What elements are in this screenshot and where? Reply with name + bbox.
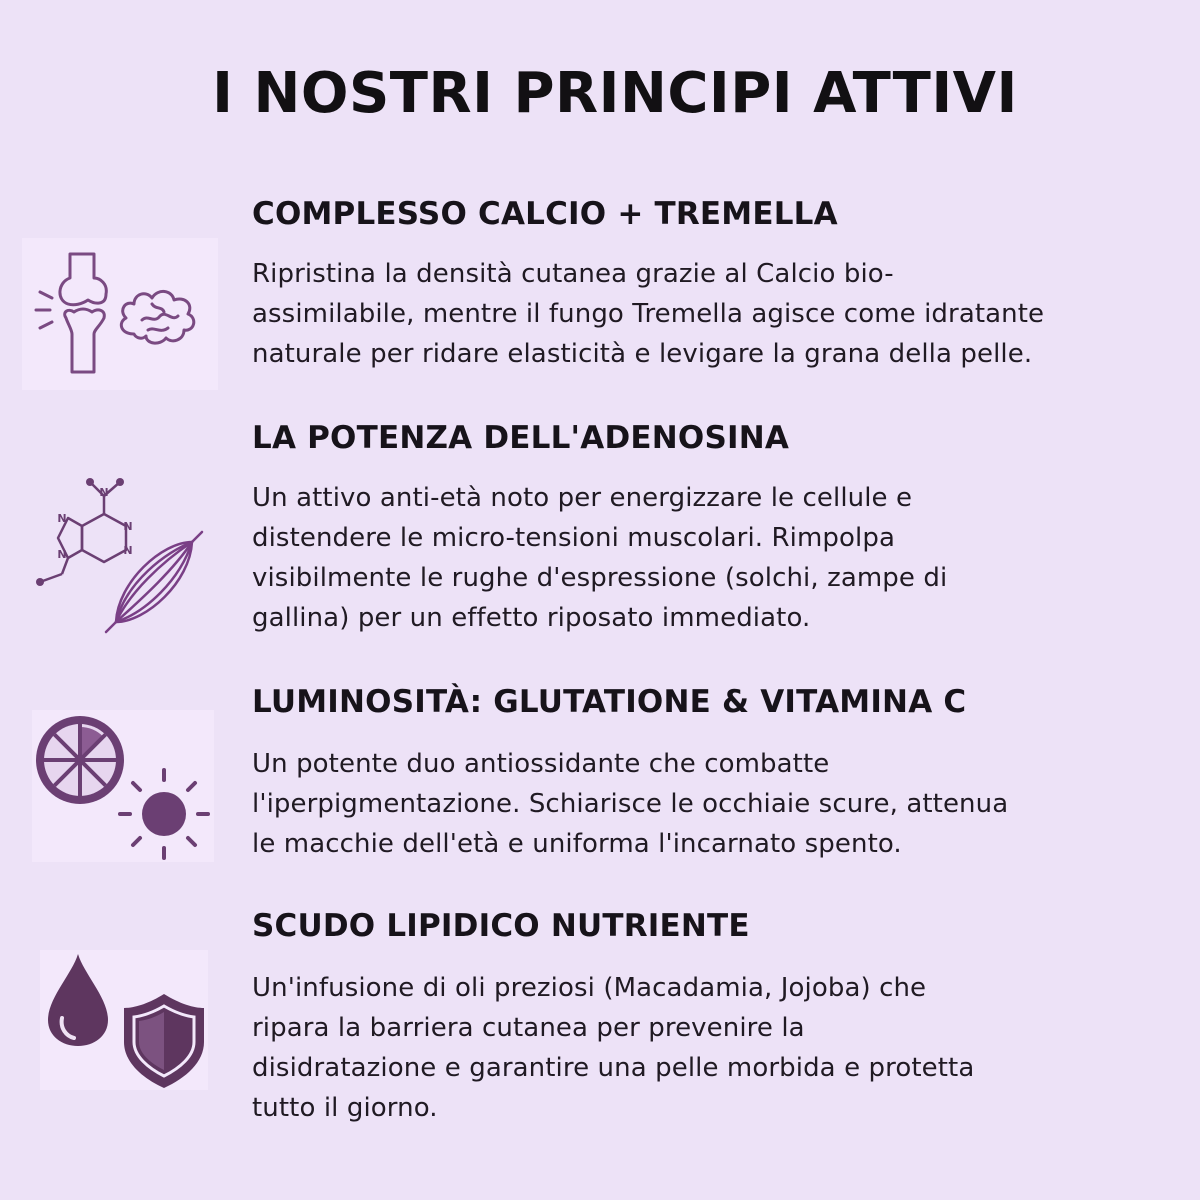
icon-panel	[32, 710, 214, 862]
description-line: tutto il giorno.	[252, 1093, 438, 1123]
description-line: assimilabile, mentre il fungo Tremella agisce come idratante	[252, 299, 1045, 329]
citrus-slice-icon	[36, 716, 124, 804]
molecule-label: N	[123, 520, 133, 533]
molecule-atoms	[36, 478, 124, 586]
sun-icon	[120, 770, 208, 858]
icon-panel	[40, 950, 208, 1090]
calcium-tremella-illustration	[22, 238, 218, 390]
tremella-mushroom-icon	[121, 291, 193, 343]
adenosine-illustration	[22, 462, 218, 638]
section-heading: COMPLESSO CALCIO + TREMELLA	[252, 196, 838, 232]
section-description	[252, 968, 1172, 1128]
description-line: gallina) per un effetto riposato immediato.	[252, 603, 811, 633]
description-line: naturale per ridare elasticità e levigare la grana della pelle.	[252, 339, 1033, 369]
bone-joint-icon	[36, 254, 106, 372]
description-line: Un potente duo antiossidante che combatte	[252, 749, 830, 779]
section-heading: SCUDO LIPIDICO NUTRIENTE	[252, 908, 750, 944]
icon-panel	[22, 462, 218, 638]
description-line: visibilmente le rughe d'espressione (solchi, zampe di	[252, 563, 948, 593]
description-line: disidratazione e garantire una pelle morbida e protetta	[252, 1053, 975, 1083]
description-line: distendere le micro-tensioni muscolari. Rimpolpa	[252, 523, 895, 553]
brightening-illustration	[32, 710, 214, 862]
section-description	[252, 254, 1172, 374]
muscle-fiber-icon	[106, 532, 202, 632]
section-description	[252, 478, 1172, 638]
section-description	[252, 744, 1172, 864]
molecule-label: N	[123, 544, 133, 557]
molecule-label: N	[57, 512, 67, 525]
description-line: Un attivo anti-età noto per energizzare le cellule e	[252, 483, 913, 513]
section-heading: LUMINOSITÀ: GLUTATIONE & VITAMINA C	[252, 684, 967, 720]
shield-icon	[124, 994, 204, 1088]
section-heading: LA POTENZA DELL'ADENOSINA	[252, 420, 790, 456]
description-line: l'iperpigmentazione. Schiarisce le occhiaie scure, attenua	[252, 789, 1009, 819]
description-line: Un'infusione di oli preziosi (Macadamia, Jojoba) che	[252, 973, 927, 1003]
description-line: Ripristina la densità cutanea grazie al Calcio bio-	[252, 259, 894, 289]
molecule-label: N	[99, 486, 109, 499]
description-line: ripara la barriera cutanea per prevenire la	[252, 1013, 805, 1043]
icon-panel	[22, 238, 218, 390]
adenosine-molecule-icon	[40, 482, 126, 582]
oil-drop-icon	[48, 954, 108, 1046]
lipid-shield-illustration	[40, 950, 208, 1090]
page-title: I NOSTRI PRINCIPI ATTIVI	[212, 61, 1018, 126]
molecule-label: N	[57, 548, 67, 561]
description-line: le macchie dell'età e uniforma l'incarnato spento.	[252, 829, 902, 859]
